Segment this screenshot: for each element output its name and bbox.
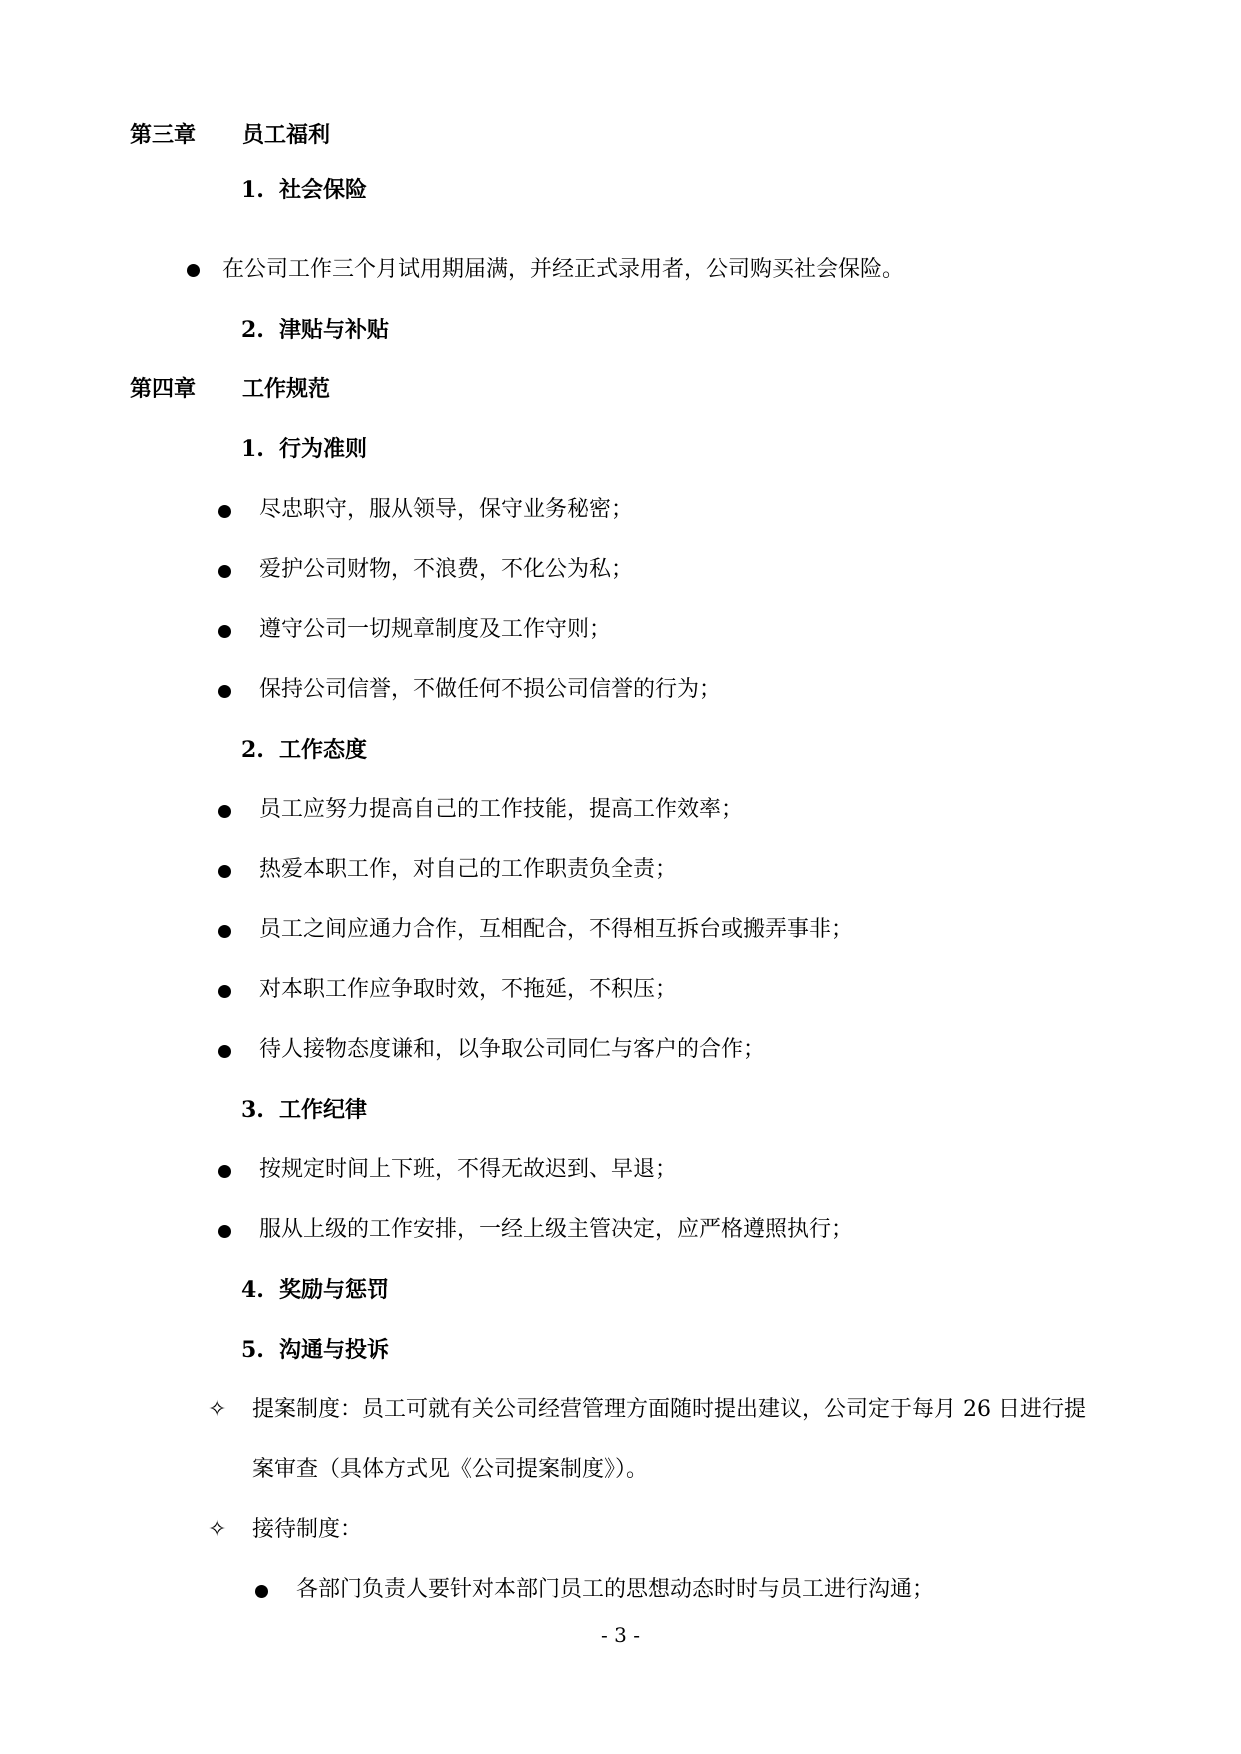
list-item: 提案制度：员工可就有关公司经营管理方面随时提出建议，公司定于每月 26 日进行提 — [252, 1397, 1086, 1422]
section-title: 沟通与投诉 — [279, 1337, 390, 1363]
chapter-heading — [130, 374, 330, 404]
section-heading — [241, 735, 367, 765]
list-item: 待人接物态度谦和，以争取公司同仁与客户的合作； — [259, 1037, 766, 1062]
diamond-bullet-icon: ✧ — [208, 1397, 227, 1422]
bullet-icon — [218, 685, 231, 698]
section-number: 2. — [241, 317, 264, 343]
list-item-continuation: 案审查（具体方式见《公司提案制度》）。 — [252, 1457, 649, 1482]
list-item: 各部门负责人要针对本部门员工的思想动态时时与员工进行沟通； — [296, 1577, 935, 1602]
bullet-icon — [255, 1585, 268, 1598]
bullet-icon — [218, 925, 231, 938]
section-number: 5. — [241, 1337, 264, 1363]
section-number: 3. — [241, 1097, 264, 1123]
list-item: 保持公司信誉，不做任何不损公司信誉的行为； — [259, 677, 722, 702]
section-heading — [241, 1335, 389, 1365]
list-item: 在公司工作三个月试用期届满，并经正式录用者，公司购买社会保险。 — [222, 257, 905, 282]
bullet-icon — [218, 1165, 231, 1178]
bullet-icon — [218, 865, 231, 878]
diamond-bullet-icon: ✧ — [208, 1517, 227, 1542]
list-item: 尽忠职守，服从领导，保守业务秘密； — [259, 497, 634, 522]
bullet-icon — [218, 625, 231, 638]
bullet-icon — [218, 805, 231, 818]
section-number: 4. — [241, 1277, 264, 1303]
chapter-number: 第三章 — [130, 122, 197, 148]
bullet-icon — [187, 264, 200, 277]
section-heading — [241, 315, 389, 345]
list-item: 接待制度： — [252, 1517, 363, 1542]
list-item: 按规定时间上下班，不得无故迟到、早退； — [259, 1157, 678, 1182]
section-title: 社会保险 — [279, 177, 368, 203]
list-item: 对本职工作应争取时效，不拖延，不积压； — [259, 977, 678, 1002]
section-title: 工作态度 — [279, 737, 368, 763]
section-title: 津贴与补贴 — [279, 317, 390, 343]
section-heading — [241, 1095, 367, 1125]
chapter-title: 员工福利 — [242, 122, 331, 148]
section-number: 1. — [241, 177, 264, 203]
chapter-title: 工作规范 — [242, 376, 331, 402]
section-number: 1. — [241, 436, 264, 462]
list-item: 服从上级的工作安排，一经上级主管决定，应严格遵照执行； — [259, 1217, 854, 1242]
page-number: - 3 - — [601, 1623, 640, 1647]
list-item: 热爱本职工作，对自己的工作职责负全责； — [259, 857, 678, 882]
bullet-icon — [218, 985, 231, 998]
list-item: 员工之间应通力合作，互相配合，不得相互拆台或搬弄事非； — [259, 917, 854, 942]
section-number: 2. — [241, 737, 264, 763]
bullet-icon — [218, 1045, 231, 1058]
section-title: 行为准则 — [279, 436, 368, 462]
section-heading — [241, 175, 367, 205]
bullet-icon — [218, 565, 231, 578]
section-heading — [241, 434, 367, 464]
section-heading — [241, 1275, 389, 1305]
chapter-number: 第四章 — [130, 376, 197, 402]
list-item: 员工应努力提高自己的工作技能，提高工作效率； — [259, 797, 744, 822]
section-title: 工作纪律 — [279, 1097, 368, 1123]
bullet-icon — [218, 505, 231, 518]
chapter-heading — [130, 120, 330, 150]
section-title: 奖励与惩罚 — [279, 1277, 390, 1303]
bullet-icon — [218, 1225, 231, 1238]
list-item: 爱护公司财物，不浪费，不化公为私； — [259, 557, 634, 582]
list-item: 遵守公司一切规章制度及工作守则； — [259, 617, 612, 642]
